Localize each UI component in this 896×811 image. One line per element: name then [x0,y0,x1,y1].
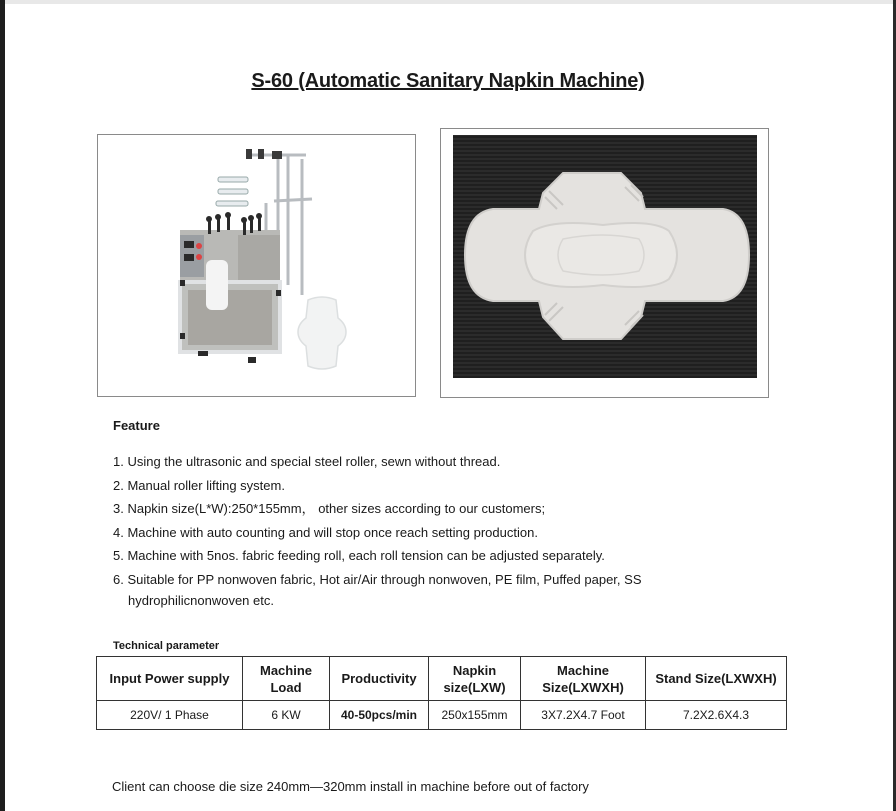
header-machine-size: Machine Size(LXWXH) [521,657,646,701]
left-window-edge [0,0,5,811]
machine-photo [97,134,416,397]
cell-productivity: 40-50pcs/min [330,701,429,730]
cell-input-power: 220V/ 1 Phase [97,701,243,730]
feature-item-continuation: hydrophilicnonwoven etc. [128,593,274,608]
napkin-illustration [453,135,757,378]
napkin-photo [440,128,769,398]
cell-stand-size: 7.2X2.6X4.3 [646,701,787,730]
header-napkin-size: Napkin size(LXW) [429,657,521,701]
technical-parameter-table [96,656,787,730]
feature-item: 6. Suitable for PP nonwoven fabric, Hot air/Air through nonwoven, PE film, Puffed paper, SS hydrophilicnonwoven etc. [113,568,753,612]
feature-item: 5. Machine with 5nos. fabric feeding roll, each roll tension can be adjusted separately. [113,548,605,563]
header-stand-size: Stand Size(LXWXH) [646,657,787,701]
machine-illustration [98,135,416,397]
feature-item: 1. Using the ultrasonic and special steel roller, sewn without thread. [113,454,501,469]
header-productivity: Productivity [330,657,429,701]
top-strip [0,0,896,4]
feature-list [113,450,753,611]
page-title: S-60 (Automatic Sanitary Napkin Machine) [251,70,645,92]
feature-heading: Feature [113,418,160,433]
cell-napkin-size: 250x155mm [429,701,521,730]
feature-item: 3. Napkin size(L*W):250*155mm， other sizes according to our customers; [113,501,546,516]
header-machine-load: Machine Load [243,657,330,701]
cell-machine-load: 6 KW [243,701,330,730]
cell-machine-size: 3X7.2X4.7 Foot [521,701,646,730]
footer-note: Client can choose die size 240mm—320mm install in machine before out of factory [112,779,589,794]
feature-item: 4. Machine with auto counting and will stop once reach setting production. [113,524,538,540]
header-input-power: Input Power supply [97,657,243,701]
table-header-row [97,657,787,701]
table-row [97,701,787,730]
technical-parameter-label: Technical parameter [113,640,220,652]
feature-item: 2. Manual roller lifting system. [113,477,285,493]
